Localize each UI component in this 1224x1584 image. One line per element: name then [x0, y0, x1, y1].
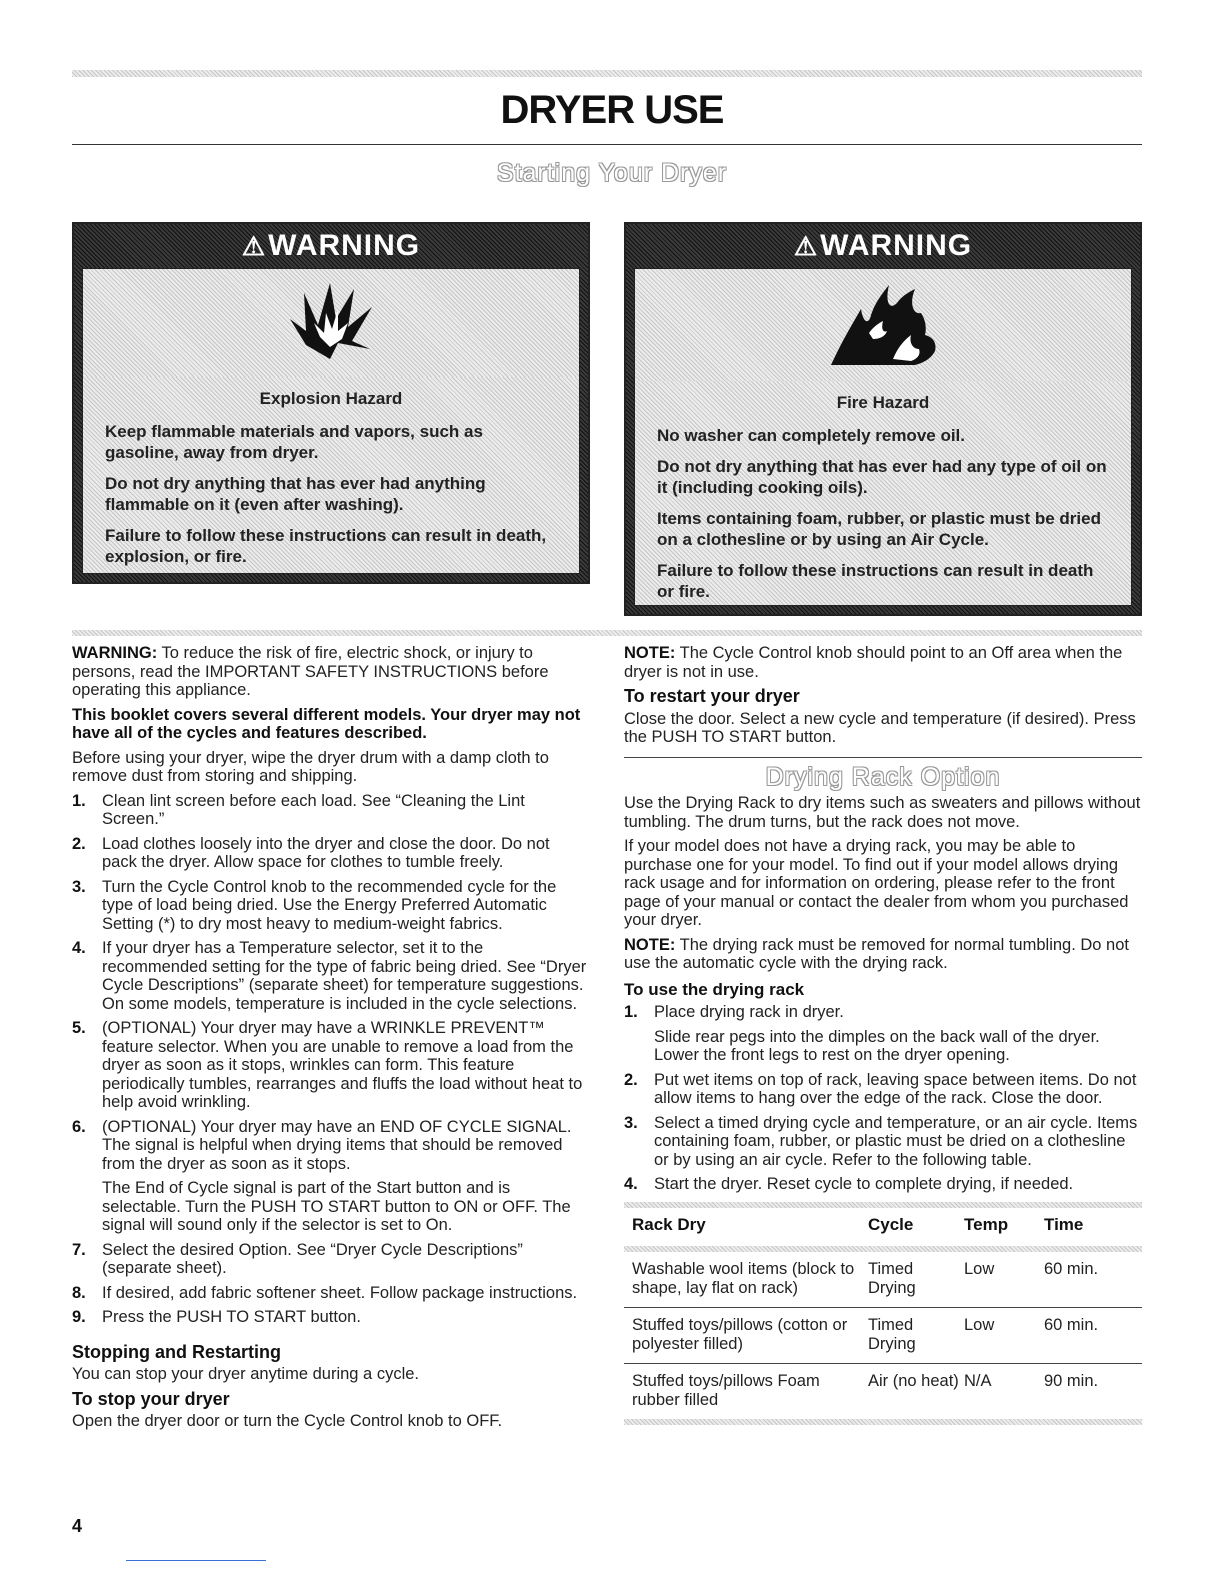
step-text: Place drying rack in dryer.	[654, 1003, 844, 1021]
hazard-title: Fire Hazard	[836, 393, 930, 412]
step-number: 2.	[624, 1070, 638, 1089]
safety-warning	[72, 644, 588, 700]
warning-text: To reduce the risk of fire, electric shock, or injury to persons, read the IMPORTANT SAFETY INSTRUCTIONS before operating this appliance.	[72, 644, 549, 699]
warning-header-label: WARNING	[820, 229, 973, 262]
step-text: Put wet items on top of rack, leaving space between items. Do not allow items to hang over the edge of the rack. Close the door.	[654, 1070, 1137, 1107]
list-item	[72, 1019, 588, 1112]
step-number: 4.	[72, 939, 86, 957]
restart-text: Close the door. Select a new cycle and temperature (if desired). Press the PUSH TO START button.	[624, 709, 1136, 746]
fire-icon	[823, 279, 943, 371]
table-cell: Timed Drying	[868, 1260, 916, 1297]
stopping-text: You can stop your dryer anytime during a cycle.	[72, 1365, 419, 1383]
step-text: (OPTIONAL) Your dryer may have an END OF CYCLE SIGNAL. The signal is helpful when drying items that should be removed from the dryer as soon as it stops.	[102, 1117, 572, 1173]
warning-body	[634, 268, 1132, 606]
table-row	[624, 1364, 1142, 1419]
fire-warning-box	[624, 222, 1142, 616]
stop-heading: To stop your dryer	[72, 1388, 230, 1409]
step-text: Clean lint screen before each load. See “Cleaning the Lint Screen.”	[102, 791, 525, 828]
table-header-row	[624, 1208, 1142, 1247]
booklet-note-text: This booklet covers several different models. Your dryer may not have all of the cycles and features described.	[72, 705, 581, 742]
table-cell: N/A	[964, 1372, 992, 1390]
warning-text-area	[83, 377, 579, 573]
note-text: The Cycle Control knob should point to an Off area when the dryer is not in use.	[624, 644, 1123, 681]
stopping-heading: Stopping and Restarting	[72, 1341, 281, 1362]
step-number: 1.	[72, 791, 86, 810]
step-extra-text: The End of Cycle signal is part of the Start button and is selectable. Turn the PUSH TO START button to ON or OFF. The signal will sound only if the selector is set to On.	[102, 1179, 571, 1234]
table-cell: Stuffed toys/pillows Foam rubber filled	[632, 1372, 820, 1409]
table-cell: 90 min.	[1044, 1372, 1099, 1390]
list-item	[72, 1284, 588, 1303]
rack-intro: Use the Drying Rack to dry items such as sweaters and pillows without tumbling. The drum turns, but the rack does not move.	[624, 794, 1141, 831]
table-header-cell: Time	[1044, 1214, 1084, 1234]
list-item	[624, 1071, 1142, 1108]
rack-steps-list	[624, 1003, 1142, 1194]
section-heading: Starting Your Dryer	[496, 159, 728, 187]
step-text: Press the PUSH TO START button.	[102, 1308, 361, 1326]
step-number: 3.	[624, 1113, 638, 1132]
step-number: 6.	[72, 1117, 86, 1136]
explosion-warning-box	[72, 222, 590, 584]
table-cell: Air (no heat)	[868, 1372, 959, 1390]
note-text: The drying rack must be removed for normal tumbling. Do not use the automatic cycle with the drying rack.	[624, 935, 1129, 972]
warning-line: Do not dry anything that has ever had any type of oil on it (including cooking oils).	[657, 457, 1107, 497]
list-item	[624, 1003, 1142, 1065]
table-row	[624, 1252, 1142, 1308]
step-text: Turn the Cycle Control knob to the recommended cycle for the type of load being dried. Use the Energy Preferred Automatic Setting (*) to dry most heavy to medium-weight fabrics.	[102, 877, 557, 933]
warning-header-label: WARNING	[268, 229, 421, 262]
step-number: 7.	[72, 1240, 86, 1259]
rack-dry-table	[624, 1202, 1142, 1426]
warning-header	[626, 224, 1140, 268]
step-text: Select a timed drying cycle and temperature, or an air cycle. Items containing foam, rubber, or plastic must be dried on a clothesline or by using an air cycle. Refer to the following table.	[654, 1113, 1138, 1169]
booklet-note	[72, 706, 588, 743]
warning-header	[74, 224, 588, 268]
table-cell: Timed Drying	[868, 1316, 916, 1353]
table-row	[624, 1308, 1142, 1364]
step-text: Start the dryer. Reset cycle to complete drying, if needed.	[654, 1175, 1074, 1193]
note-label: NOTE:	[624, 935, 676, 954]
warning-icon-area	[635, 269, 1131, 382]
table-cell: Washable wool items (block to shape, lay flat on rack)	[632, 1260, 855, 1297]
list-item	[72, 878, 588, 934]
table-header-cell: Temp	[964, 1214, 1009, 1234]
rack-purchase: If your model does not have a drying rack, you may be able to purchase one for your model. To find out if your model allows drying rack usage and for information on ordering, please refer to the front page of your manual or contact the dealer from whom you purchased your dryer.	[624, 837, 1129, 929]
title-rule	[72, 144, 1142, 145]
step-text: If your dryer has a Temperature selector, set it to the recommended setting for the type of fabric being dried. See “Dryer Cycle Descriptions” (separate sheet) for temperature suggestions. On some models, temperature is included in the cycle selections.	[102, 939, 587, 1013]
mid-pattern-band	[72, 630, 1142, 636]
table-cell: Low	[964, 1260, 995, 1278]
warning-line: Keep flammable materials and vapors, such as gasoline, away from dryer.	[105, 422, 483, 462]
step-text: Load clothes loosely into the dryer and close the door. Do not pack the dryer. Allow space for clothes to tumble freely.	[102, 834, 550, 871]
table-cell: Stuffed toys/pillows (cotton or polyester filled)	[632, 1316, 848, 1353]
use-rack-heading: To use the drying rack	[624, 979, 805, 999]
table-cell: 60 min.	[1044, 1316, 1099, 1334]
restart-heading: To restart your dryer	[624, 686, 800, 706]
rack-heading: Drying Rack Option	[765, 762, 1001, 791]
warning-line: Items containing foam, rubber, or plastic must be dried on a clothesline or by using an Air Cycle.	[657, 509, 1101, 549]
step-number: 8.	[72, 1283, 86, 1302]
list-item	[72, 792, 588, 829]
table-cell: Low	[964, 1316, 995, 1334]
warning-line: Failure to follow these instructions can result in death or fire.	[657, 561, 1094, 601]
list-item	[72, 939, 588, 1013]
list-item	[624, 1175, 1142, 1194]
table-bottom-band	[624, 1419, 1142, 1425]
step-text: Select the desired Option. See “Dryer Cycle Descriptions” (separate sheet).	[102, 1240, 523, 1277]
left-column	[72, 644, 588, 1437]
warning-icon-area	[83, 269, 579, 378]
list-item	[72, 1308, 588, 1327]
step-extra-text: Slide rear pegs into the dimples on the back wall of the dryer. Lower the front legs to rest on the dryer opening.	[654, 1027, 1100, 1064]
right-column	[624, 644, 1142, 1425]
warning-line: Failure to follow these instructions can result in death, explosion, or fire.	[105, 526, 547, 566]
warning-triangle-icon: ⚠	[793, 231, 819, 261]
step-number: 9.	[72, 1308, 86, 1326]
note-label: NOTE:	[624, 644, 676, 662]
list-item	[72, 1118, 588, 1235]
list-item	[72, 835, 588, 872]
warning-text-area	[635, 381, 1131, 605]
start-steps-list	[72, 792, 588, 1327]
hazard-title: Explosion Hazard	[259, 389, 403, 408]
step-number: 3.	[72, 877, 86, 896]
step-number: 1.	[624, 1003, 638, 1021]
list-item	[72, 1241, 588, 1278]
page-title: DRYER USE	[500, 88, 724, 132]
before-using: Before using your dryer, wipe the dryer drum with a damp cloth to remove dust from storing and shipping.	[72, 748, 549, 785]
off-note	[624, 644, 1142, 681]
step-number: 5.	[72, 1019, 86, 1037]
warning-body	[82, 268, 580, 574]
stop-text: Open the dryer door or turn the Cycle Control knob to OFF.	[72, 1412, 503, 1430]
table-header-cell: Cycle	[868, 1214, 914, 1234]
explosion-icon	[286, 279, 376, 369]
page-number: 4	[72, 1516, 83, 1536]
warning-line: No washer can completely remove oil.	[657, 426, 966, 445]
footer-line	[126, 1560, 266, 1561]
step-text: (OPTIONAL) Your dryer may have a WRINKLE PREVENT™ feature selector. When you are unable to remove a load from the dryer as soon as it stops, wrinkles can form. This feature periodically tumbles, rearranges and fluffs the load without heat to help avoid wrinkling.	[102, 1019, 583, 1111]
section-divider	[624, 757, 1142, 758]
top-pattern-band	[72, 70, 1142, 77]
step-number: 4.	[624, 1175, 638, 1193]
table-cell: 60 min.	[1044, 1260, 1099, 1278]
warning-triangle-icon: ⚠	[241, 231, 267, 261]
rack-note	[624, 936, 1142, 973]
warning-line: Do not dry anything that has ever had anything flammable on it (even after washing).	[105, 474, 486, 514]
step-number: 2.	[72, 834, 86, 853]
table-header-cell: Rack Dry	[632, 1214, 706, 1234]
list-item	[624, 1114, 1142, 1170]
warning-label: WARNING:	[72, 644, 158, 662]
step-text: If desired, add fabric softener sheet. Follow package instructions.	[102, 1283, 578, 1302]
